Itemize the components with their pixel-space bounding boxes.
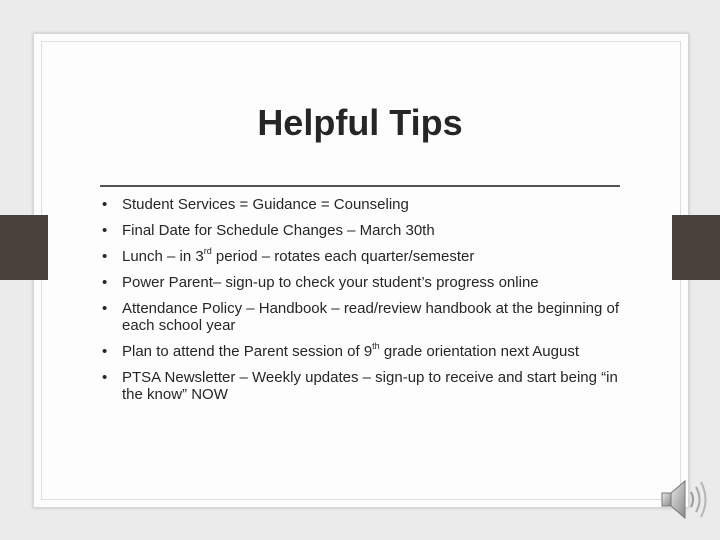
bullet-text-end: grade orientation next August — [379, 343, 579, 360]
bullet-item-orientation — [102, 343, 642, 360]
bullet-dot: • — [102, 274, 108, 291]
bullet-item-attendance-policy — [102, 300, 642, 334]
bullet-text: Student Services = Guidance = Counseling — [122, 196, 409, 213]
bullet-list — [102, 196, 642, 403]
bullet-dot: • — [102, 196, 108, 213]
bullet-text-start: Plan to attend the Parent session of 9 — [122, 343, 373, 360]
bullet-text-end: period – rotates each quarter/semester — [211, 248, 475, 265]
ordinal-suffix: rd — [203, 246, 212, 256]
bullet-text: PTSA Newsletter – Weekly updates – sign-up to receive and start being “in the know” NOW — [122, 369, 618, 403]
bullet-text: Power Parent– sign-up to check your student’s progress online — [122, 274, 539, 291]
speaker-icon[interactable] — [658, 475, 710, 525]
bullet-item-schedule-changes — [102, 222, 642, 239]
bullet-dot: • — [102, 248, 108, 265]
left-accent-bar — [0, 215, 48, 280]
bullet-item-power-parent — [102, 274, 642, 291]
bullet-text-start: Lunch – in 3 — [122, 248, 204, 265]
title-divider — [100, 185, 620, 187]
bullet-text: Final Date for Schedule Changes – March 30th — [122, 222, 435, 239]
bullet-dot: • — [102, 222, 108, 239]
ordinal-suffix: th — [372, 341, 380, 351]
right-accent-bar — [672, 215, 720, 280]
bullet-text: Attendance Policy – Handbook – read/review handbook at the beginning of each school year — [122, 300, 620, 334]
bullet-item-lunch — [102, 248, 642, 265]
bullet-item-student-services — [102, 196, 642, 213]
bullet-dot: • — [102, 343, 108, 360]
bullet-item-ptsa-newsletter — [102, 369, 642, 403]
bullet-dot: • — [102, 369, 108, 386]
slide-title: Helpful Tips — [257, 102, 463, 143]
bullet-dot: • — [102, 300, 108, 317]
